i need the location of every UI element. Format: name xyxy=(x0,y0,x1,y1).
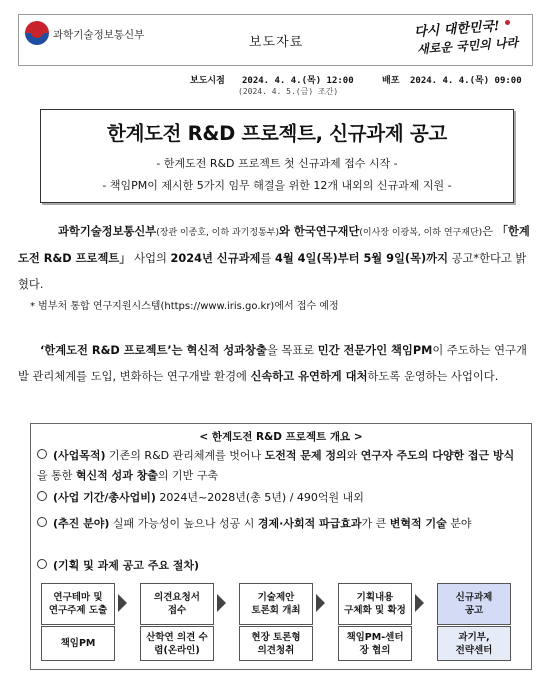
doc-type: 보도자료 xyxy=(249,35,304,50)
step-actor: 책임PM xyxy=(41,626,115,661)
ministry-name: 과학기술정보통신부 xyxy=(53,29,145,41)
paragraph-2: ‘한계도전 R&D 프로젝트’는 혁신적 성과창출을 목표로 민간 전문가인 책임PM이 주도하는 연구개발 관리체계를 도입, 변화하는 연구개발 환경에 신속하고 유연하게 대처하도록 운영하는 사업이다. xyxy=(18,344,527,383)
release-label: 배포 xyxy=(382,76,400,86)
embargo-label: 보도시점 xyxy=(190,76,225,86)
footnote: * 범부처 통합 연구지원시스템(https://www.iris.go.kr)에서 접수 예정 xyxy=(30,301,339,312)
slogan-dot-icon xyxy=(505,20,510,25)
process-step-5 xyxy=(437,583,511,659)
overview-title: < 한계도전 R&D 프로젝트 개요 > xyxy=(199,431,363,443)
subtitle-2: - 책임PM이 제시한 5가지 임무 해결을 위한 12개 내외의 신규과제 지원 - xyxy=(102,179,452,192)
arrow-right-icon xyxy=(217,594,226,612)
page-title: 한계도전 R&D 프로젝트, 신규과제 공고 xyxy=(107,122,447,145)
step-title: 신규과제 공고 xyxy=(437,583,511,625)
bullet-field: (추진 분야) 실패 가능성이 높으나 성공 시 경제·사회적 파급효과가 큰 변혁적 기술 분야 xyxy=(37,514,523,534)
embargo-sub: (2024. 4. 5.(금) 조간) xyxy=(238,87,339,96)
bullet-period-budget: (사업 기간/총사업비) 2024년~2028년(총 5년) / 490억원 내외 xyxy=(37,488,523,508)
process-step-3 xyxy=(239,583,313,659)
embargo-value: 2024. 4. 4.(목) 12:00 xyxy=(242,76,354,86)
process-step-1 xyxy=(41,583,115,659)
slogan-line1: 다시 대한민국! xyxy=(413,19,501,40)
step-title: 의견요청서 접수 xyxy=(140,583,214,625)
step-actor: 산학연 의견 수 렴(온라인) xyxy=(140,626,214,661)
step-title: 연구테마 및 연구주제 도출 xyxy=(41,583,115,625)
bullet-procedure: (기획 및 과제 공고 주요 절차) xyxy=(37,556,523,576)
arrow-right-icon xyxy=(316,594,325,612)
arrow-right-icon xyxy=(415,594,424,612)
step-actor: 과기부, 전략센터 xyxy=(437,626,511,661)
slogan-line2: 새로운 국민의 나라 xyxy=(416,35,519,57)
process-step-2 xyxy=(140,583,214,659)
step-actor: 책임PM-센터 장 협의 xyxy=(338,626,412,661)
bullet-circle-icon xyxy=(37,491,47,501)
paragraph-1: 과학기술정보통신부(장관 이종호, 이하 과기정통부)와 한국연구재단(이사장 이광복, 이하 연구재단)은 「한계도전 R&D 프로젝트」 사업의 2024년 신규과제를 4월 4일(목)부터 5월 9일(목)까지 공고*한다고 밝혔다. xyxy=(18,225,530,291)
release-value: 2024. 4. 4.(목) 09:00 xyxy=(410,76,522,86)
process-step-4 xyxy=(338,583,412,659)
step-title: 기술제안 토론회 개최 xyxy=(239,583,313,625)
arrow-right-icon xyxy=(118,594,127,612)
title-box xyxy=(40,109,514,203)
step-actor: 현장 토론형 의견청취 xyxy=(239,626,313,661)
overview-box xyxy=(30,423,532,670)
bullet-circle-icon xyxy=(37,449,47,459)
step-title: 기획내용 구체화 및 확정 xyxy=(338,583,412,625)
bullet-circle-icon xyxy=(37,559,47,569)
bullet-purpose: (사업목적) 기존의 R&D 관리체계를 벗어나 도전적 문제 정의와 연구자 주도의 다양한 접근 방식을 통한 혁신적 성과 창출의 기반 구축 xyxy=(37,449,515,482)
government-logo-icon xyxy=(25,21,49,45)
bullet-circle-icon xyxy=(37,517,47,527)
subtitle-1: - 한계도전 R&D 프로젝트 첫 신규과제 접수 시작 - xyxy=(156,157,398,170)
header-box xyxy=(18,14,533,66)
